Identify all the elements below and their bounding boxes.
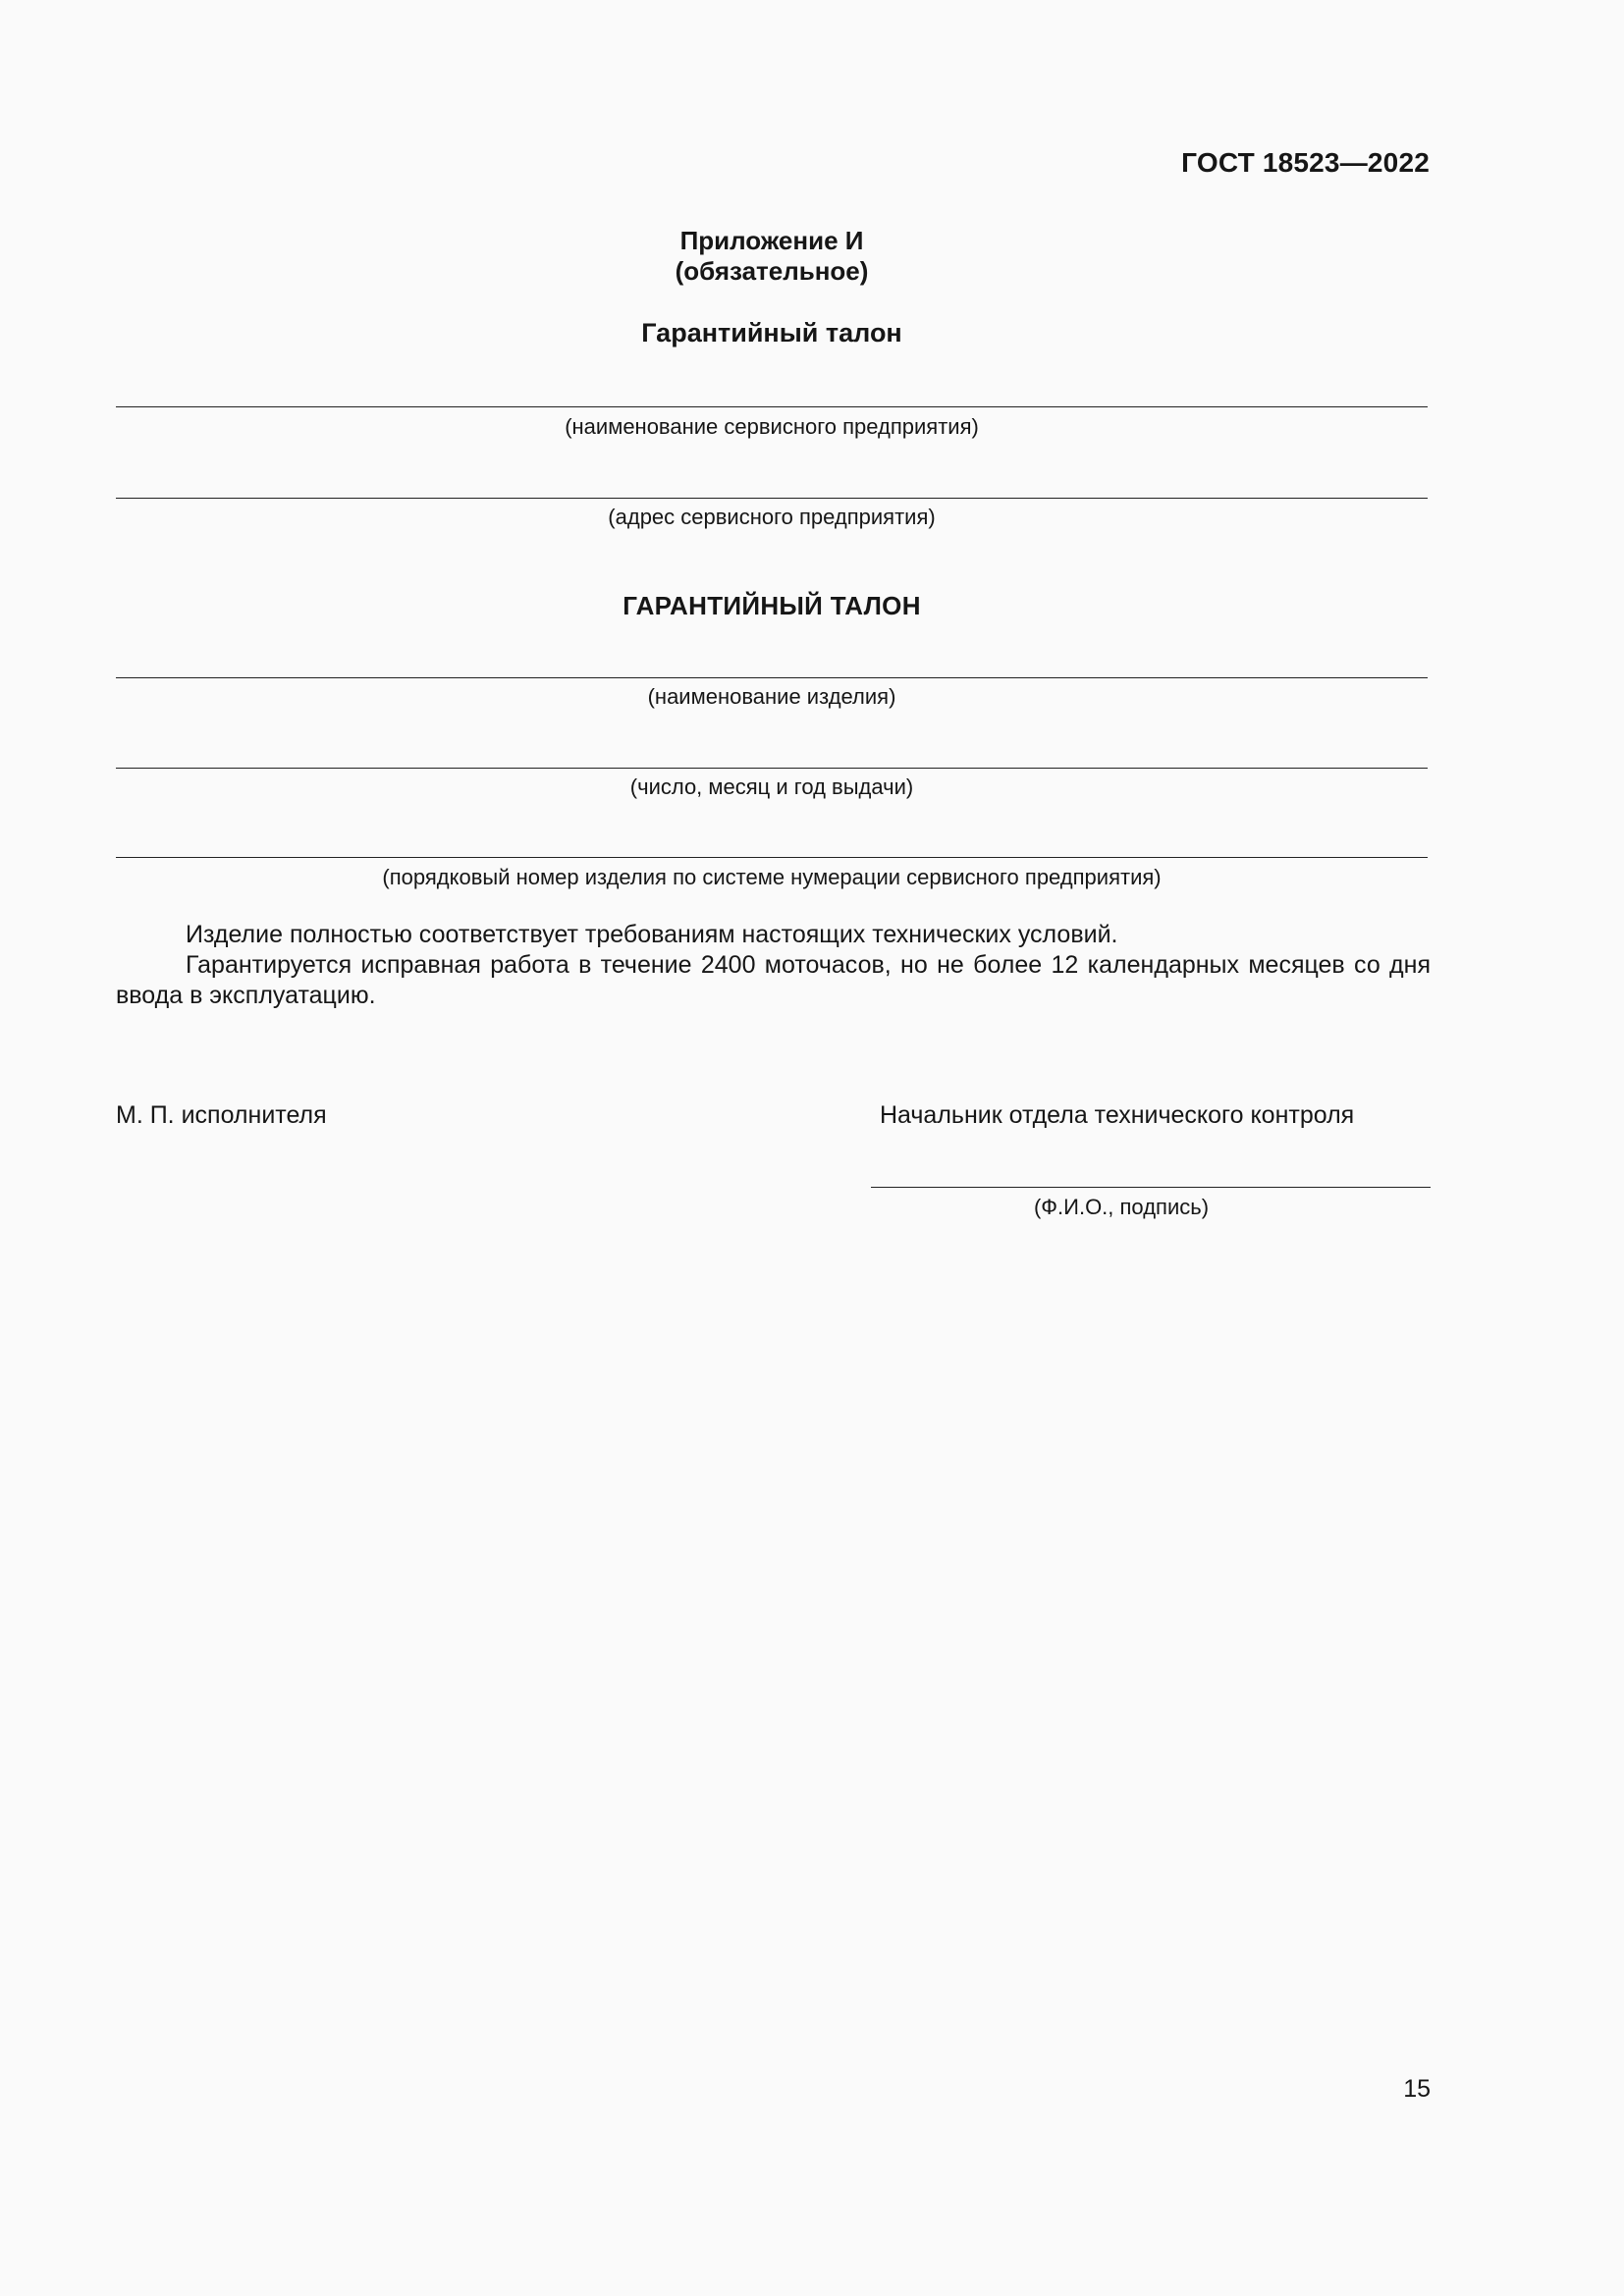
service-name-line [116, 406, 1428, 407]
appendix-heading [116, 226, 1428, 287]
warranty-text [116, 920, 1431, 1011]
signature-caption: (Ф.И.О., подпись) [1033, 1195, 1210, 1219]
service-address-caption: (адрес сервисного предприятия) [608, 505, 936, 529]
document-title: Гарантийный талон [641, 318, 902, 347]
service-name-caption: (наименование сервисного предприятия) [565, 414, 979, 439]
product-name-line [116, 677, 1428, 678]
issue-date-line [116, 768, 1428, 769]
serial-number-line [116, 857, 1428, 858]
serial-number-caption: (порядковый номер изделия по системе нумерации сервисного предприятия) [382, 865, 1162, 889]
issue-date-caption: (число, месяц и год выдачи) [629, 774, 914, 799]
executor-seal-label: М. П. исполнителя [116, 1101, 327, 1129]
appendix-title: Приложение И [679, 226, 864, 255]
appendix-status: (обязательное) [675, 256, 869, 286]
warranty-card-caps-title: ГАРАНТИЙНЫЙ ТАЛОН [623, 591, 921, 620]
service-address-line [116, 498, 1428, 499]
product-name-caption: (наименование изделия) [647, 684, 896, 709]
standard-designation: ГОСТ 18523—2022 [1181, 147, 1430, 178]
compliance-paragraph: Изделие полностью соответствует требованиям настоящих технических условий. [186, 921, 1118, 948]
page-number: 15 [1403, 2075, 1431, 2103]
guarantee-paragraph: Гарантируется исправная работа в течение 2400 моточасов, но не более 12 календарных месяцев со дня ввода в эксплуатацию. [116, 951, 1431, 1009]
qc-head-label: Начальник отдела технического контроля [880, 1101, 1355, 1129]
signature-line [871, 1187, 1431, 1188]
